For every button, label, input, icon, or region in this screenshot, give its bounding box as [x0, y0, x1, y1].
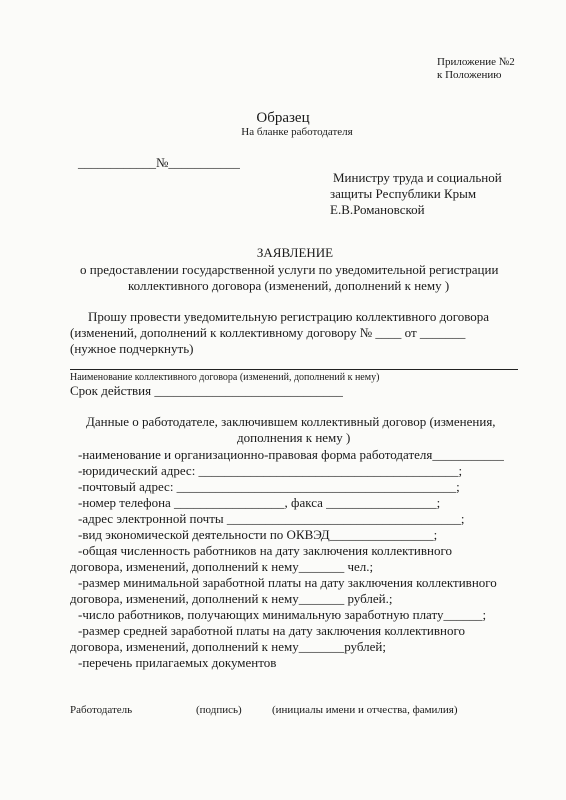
- request-line-1: Прошу провести уведомительную регистрацию коллективного договора: [88, 309, 490, 324]
- signature-employer: Работодатель: [70, 704, 133, 716]
- employer-item: -общая численность работников на дату заключения коллективного: [78, 543, 452, 558]
- employer-item: -почтовый адрес: ___________________________________________;: [78, 479, 460, 494]
- employer-item: -номер телефона _________________, факса _________________;: [78, 495, 441, 510]
- employer-item: -наименование и организационно-правовая форма работодателя___________: [78, 447, 504, 462]
- document-title: Образец: [256, 110, 310, 126]
- employer-item: -число работников, получающих минимальную заработную плату______;: [78, 607, 487, 622]
- number-line: ____________№___________: [78, 155, 240, 170]
- appendix-line-1: Приложение №2: [437, 56, 515, 68]
- validity-line: Срок действия _____________________________: [70, 383, 343, 398]
- employer-item: -юридический адрес: ________________________________________;: [78, 463, 463, 478]
- addressee-line-2: защиты Республики Крым: [330, 186, 477, 201]
- signature-initials: (инициалы имени и отчества, фамилия): [272, 704, 458, 716]
- document-subtitle: На бланке работодателя: [241, 126, 353, 138]
- employer-data-heading-2: дополнения к нему ): [237, 430, 351, 445]
- agreement-name-caption: Наименование коллективного договора (изменений, дополнений к нему): [70, 372, 380, 383]
- employer-item: -вид экономической деятельности по ОКВЭД________________;: [78, 527, 438, 542]
- employer-item: -адрес электронной почты ____________________________________;: [78, 511, 465, 526]
- employer-item: -размер минимальной заработной платы на дату заключения коллективного: [78, 575, 497, 590]
- employer-item: договора, изменений, дополнений к нему_______ рублей.;: [70, 591, 393, 606]
- statement-line-1: о предоставлении государственной услуги по уведомительной регистрации: [80, 262, 499, 277]
- statement-heading: ЗАЯВЛЕНИЕ: [256, 245, 334, 260]
- employer-item: -перечень прилагаемых документов: [78, 655, 277, 670]
- addressee-line-3: Е.В.Романовской: [330, 202, 425, 217]
- employer-item: договора, изменений, дополнений к нему_______ чел.;: [70, 559, 374, 574]
- addressee-line-1: Министру труда и социальной: [333, 170, 502, 185]
- request-line-2: (изменений, дополнений к коллективному договору № ____ от _______: [70, 325, 466, 340]
- signature-sign: (подпись): [196, 704, 242, 716]
- request-line-3: (нужное подчеркнуть): [70, 341, 194, 356]
- employer-data-heading-1: Данные о работодателе, заключившем коллективный договор (изменения,: [86, 414, 496, 429]
- statement-line-2: коллективного договора (изменений, дополнений к нему ): [128, 278, 450, 293]
- employer-item: -размер средней заработной платы на дату заключения коллективного: [78, 623, 465, 638]
- employer-item: договора, изменений, дополнений к нему_______рублей;: [70, 639, 386, 654]
- appendix-line-2: к Положению: [437, 69, 502, 81]
- agreement-name-rule: [70, 369, 518, 370]
